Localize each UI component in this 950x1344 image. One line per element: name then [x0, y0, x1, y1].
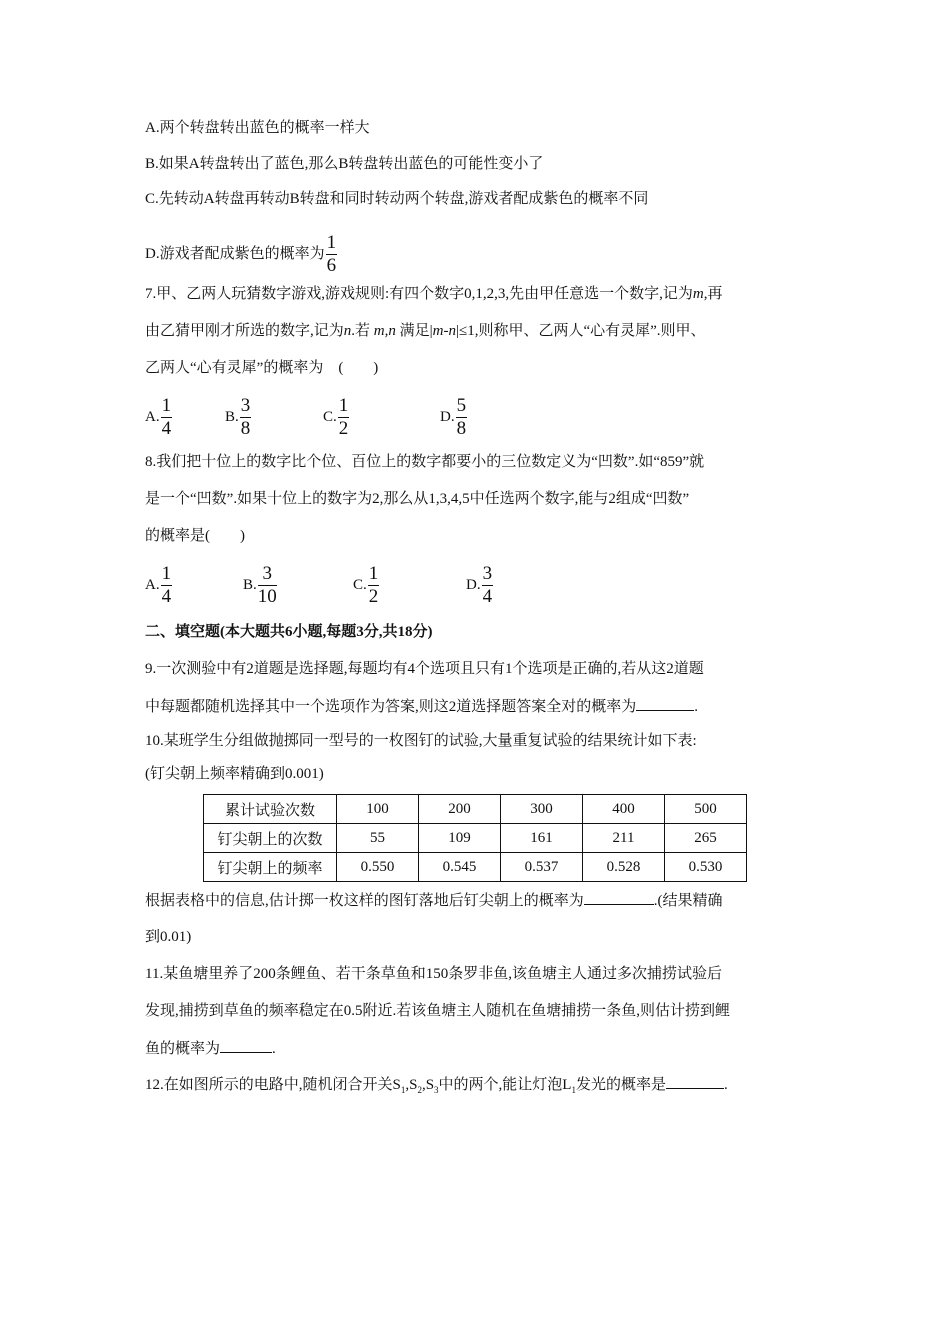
q7-option-c	[323, 395, 440, 440]
q8-option-c	[353, 563, 466, 608]
numerator: 3	[240, 395, 251, 416]
table-row	[204, 853, 747, 882]
text: 鱼的概率为	[145, 1041, 221, 1057]
var: m,n	[373, 323, 396, 339]
answer-blank[interactable]	[220, 1038, 272, 1053]
q7-line-2	[145, 321, 706, 341]
numerator: 5	[456, 395, 467, 416]
q7-line-1	[145, 284, 723, 304]
subscript: 1	[400, 1085, 406, 1095]
numerator: 1	[161, 563, 172, 584]
q8-line-3: 的概率是( )	[145, 528, 245, 544]
q6-option-b: B.如果A转盘转出了蓝色,那么B转盘转出蓝色的可能性变小了	[145, 156, 544, 172]
table-cell: 400	[583, 795, 665, 824]
var: m-n	[432, 323, 456, 339]
q11-line-1: 11.某鱼塘里养了200条鲤鱼、若干条草鱼和150条罗非鱼,该鱼塘主人通过多次捕捞试验后	[145, 966, 722, 982]
table-cell: 211	[583, 824, 665, 853]
numerator: 1	[368, 563, 379, 584]
fraction	[326, 232, 338, 277]
q10-line-1: 10.某班学生分组做抛掷同一型号的一枚图钉的试验,大量重复试验的结果统计如下表:	[145, 733, 697, 749]
section-heading: 二、填空题(本大题共6小题,每题3分,共18分)	[145, 624, 433, 640]
numerator: 1	[338, 395, 349, 416]
row-header: 钉尖朝上的次数	[204, 824, 337, 853]
text: .若	[351, 323, 374, 339]
q9-line-1: 9.一次测验中有2道题是选择题,每题均有4个选项且只有1个选项是正确的,若从这2道题	[145, 661, 704, 677]
text: .	[723, 1077, 728, 1093]
q6-option-a: A.两个转盘转出蓝色的概率一样大	[145, 120, 370, 136]
q9-line-2	[145, 696, 698, 717]
label: C.	[323, 408, 337, 425]
table-cell: 161	[501, 824, 583, 853]
table-cell: 0.545	[419, 853, 501, 882]
var: n	[343, 323, 352, 339]
label: B.	[243, 576, 257, 593]
text: ,再	[703, 286, 723, 302]
q12-line	[145, 1074, 728, 1100]
label: A.	[145, 576, 160, 593]
var: m	[692, 286, 704, 302]
label: B.	[225, 408, 239, 425]
fraction	[240, 395, 252, 440]
answer-blank[interactable]	[636, 696, 694, 711]
q10-line-2: (钉尖朝上频率精确到0.001)	[145, 766, 324, 782]
table-cell: 300	[501, 795, 583, 824]
text: 发光的概率是	[575, 1077, 666, 1093]
q7-option-a	[145, 395, 225, 440]
text: .	[272, 1041, 276, 1057]
q8-option-b	[243, 563, 353, 608]
numerator: 3	[482, 563, 493, 584]
denominator: 6	[326, 255, 337, 276]
numerator: 1	[326, 232, 337, 253]
table-cell: 0.537	[501, 853, 583, 882]
text: 7.甲、乙两人玩猜数字游戏,游戏规则:有四个数字0,1,2,3,先由甲任意选一个数字,记为	[145, 286, 693, 302]
q7-line-3: 乙两人“心有灵犀”的概率为 ( )	[145, 360, 379, 376]
data-table	[203, 794, 747, 882]
text: 中的两个,能让灯泡L	[438, 1077, 572, 1093]
text: .(结果精确	[653, 893, 723, 909]
denominator: 8	[456, 418, 467, 439]
text: 由乙猜甲刚才所选的数字,记为	[145, 323, 344, 339]
numerator: 3	[258, 563, 277, 586]
table-cell: 200	[419, 795, 501, 824]
label: D.	[466, 576, 481, 593]
fraction	[368, 563, 380, 608]
text: 12.在如图所示的电路中,随机闭合开关S	[145, 1077, 401, 1093]
denominator: 2	[338, 418, 349, 439]
denominator: 4	[161, 418, 172, 439]
table-cell: 100	[337, 795, 419, 824]
q7-option-b	[225, 395, 323, 440]
table-cell: 265	[665, 824, 747, 853]
q8-option-d	[466, 563, 493, 608]
table-cell: 0.530	[665, 853, 747, 882]
denominator: 10	[257, 586, 277, 607]
table-cell: 55	[337, 824, 419, 853]
fraction	[258, 563, 277, 608]
answer-blank[interactable]	[666, 1074, 724, 1089]
text: ,S	[405, 1077, 418, 1093]
q8-line-2: 是一个“凹数”.如果十位上的数字为2,那么从1,3,4,5中任选两个数字,能与2组成“凹数”	[145, 491, 690, 507]
text: |≤1,则称甲、乙两人“心有灵犀”.则甲、	[455, 323, 706, 339]
text: 满足|	[395, 323, 433, 339]
q8-options	[145, 563, 493, 608]
fraction	[161, 395, 173, 440]
row-header: 累计试验次数	[204, 795, 337, 824]
q8-line-1: 8.我们把十位上的数字比个位、百位上的数字都要小的三位数定义为“凹数”.如“859”就	[145, 454, 705, 470]
table-cell: 0.528	[583, 853, 665, 882]
answer-blank[interactable]	[584, 890, 654, 905]
q8-option-a	[145, 563, 243, 608]
text: 中每题都随机选择其中一个选项作为答案,则这2道选择题答案全对的概率为	[145, 699, 637, 715]
table-row	[204, 795, 747, 824]
q10-line-3	[145, 890, 723, 911]
fraction	[456, 395, 468, 440]
subscript: 3	[434, 1085, 439, 1095]
row-header: 钉尖朝上的频率	[204, 853, 337, 882]
text: .	[694, 699, 699, 715]
denominator: 2	[368, 586, 379, 607]
subscript: 1	[571, 1085, 576, 1095]
denominator: 4	[161, 586, 172, 607]
q6-option-d	[145, 232, 337, 277]
q6-option-c: C.先转动A转盘再转动B转盘和同时转动两个转盘,游戏者配成紫色的概率不同	[145, 191, 649, 207]
text: ,S	[421, 1077, 435, 1093]
fraction	[482, 563, 494, 608]
table-cell: 0.550	[337, 853, 419, 882]
q7-option-d	[440, 395, 467, 440]
table-cell: 109	[419, 824, 501, 853]
q11-line-3	[145, 1038, 276, 1059]
denominator: 8	[240, 418, 251, 439]
text: 根据表格中的信息,估计掷一枚这样的图钉落地后钉尖朝上的概率为	[145, 893, 584, 909]
label: A.	[145, 408, 160, 425]
q10-line-4: 到0.01)	[145, 929, 192, 945]
denominator: 4	[482, 586, 493, 607]
label: D.	[440, 408, 455, 425]
table-row	[204, 824, 747, 853]
fraction	[338, 395, 350, 440]
option-text: D.游戏者配成紫色的概率为	[145, 245, 325, 262]
table-cell: 500	[665, 795, 747, 824]
numerator: 1	[161, 395, 172, 416]
subscript: 2	[417, 1085, 422, 1095]
label: C.	[353, 576, 367, 593]
q11-line-2: 发现,捕捞到草鱼的频率稳定在0.5附近.若该鱼塘主人随机在鱼塘捕捞一条鱼,则估计捞到鲤	[145, 1003, 731, 1019]
q7-options	[145, 395, 467, 440]
fraction	[161, 563, 173, 608]
